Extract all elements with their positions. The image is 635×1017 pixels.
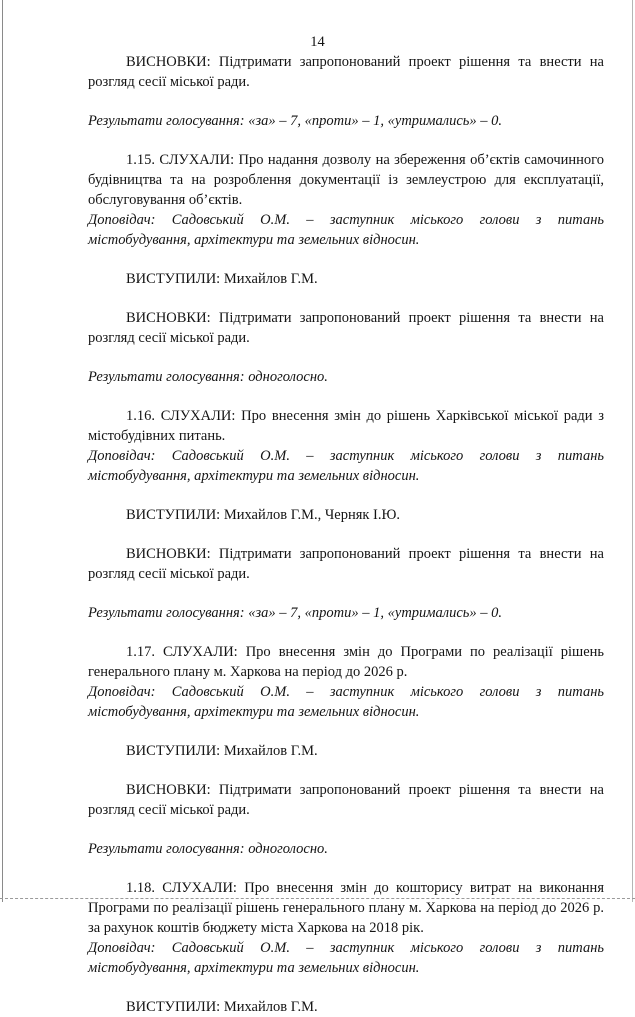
page-number: 14 (310, 34, 325, 50)
vote-result: Результати голосування: одноголосно. (88, 369, 328, 385)
conclusion-text: ВИСНОВКИ: Підтримати запропонований проект рішення та внести на розгляд сесії міської ради. (88, 546, 604, 582)
speakers-text: ВИСТУПИЛИ: Михайлов Г.М. (126, 999, 318, 1015)
conclusion-text: ВИСНОВКИ: Підтримати запропонований проект рішення та внести на розгляд сесії міської ради. (88, 782, 604, 818)
reporter-text: Доповідач: Садовський О.М. – заступник міського голови з питань містобудування, архітектури та земельних відносин. (88, 684, 604, 720)
heard-item-1-18: 1.18. СЛУХАЛИ: Про внесення змін до кошторису витрат на виконання Програми по реалізації рішень генерального плану м. Харкова на період до 2026 р. за рахунок коштів бюджету міста Харкова на 2018 рік. (88, 880, 604, 936)
vote-result: Результати голосування: «за» – 7, «проти» – 1, «утримались» – 0. (88, 605, 503, 621)
reporter-text: Доповідач: Садовський О.М. – заступник міського голови з питань містобудування, архітектури та земельних відносин. (88, 940, 604, 976)
heard-item-1-16: 1.16. СЛУХАЛИ: Про внесення змін до рішень Харківської міської ради з містобудівних питань. (88, 408, 604, 444)
reporter-text: Доповідач: Садовський О.М. – заступник міського голови з питань містобудування, архітектури та земельних відносин. (88, 448, 604, 484)
vote-result: Результати голосування: «за» – 7, «проти» – 1, «утримались» – 0. (88, 113, 503, 129)
heard-item-1-15: 1.15. СЛУХАЛИ: Про надання дозволу на збереження об’єктів самочинного будівництва та на розроблення документації із землеустрою для експлуатації, обслуговування об’єктів. (88, 152, 604, 208)
scan-left-edge (2, 0, 3, 902)
heard-item-1-17: 1.17. СЛУХАЛИ: Про внесення змін до Програми по реалізації рішень генерального плану м. Харкова на період до 2026 р. (88, 644, 604, 680)
reporter-text: Доповідач: Садовський О.М. – заступник міського голови з питань містобудування, архітектури та земельних відносин. (88, 212, 604, 248)
scan-right-edge (632, 0, 633, 902)
conclusion-text: ВИСНОВКИ: Підтримати запропонований проект рішення та внести на розгляд сесії міської ради. (88, 54, 604, 90)
conclusion-text: ВИСНОВКИ: Підтримати запропонований проект рішення та внести на розгляд сесії міської ради. (88, 310, 604, 346)
speakers-text: ВИСТУПИЛИ: Михайлов Г.М., Черняк І.Ю. (126, 507, 401, 523)
speakers-text: ВИСТУПИЛИ: Михайлов Г.М. (126, 743, 318, 759)
vote-result: Результати голосування: одноголосно. (88, 841, 328, 857)
speakers-text: ВИСТУПИЛИ: Михайлов Г.М. (126, 271, 318, 287)
minutes-body (88, 52, 604, 1017)
